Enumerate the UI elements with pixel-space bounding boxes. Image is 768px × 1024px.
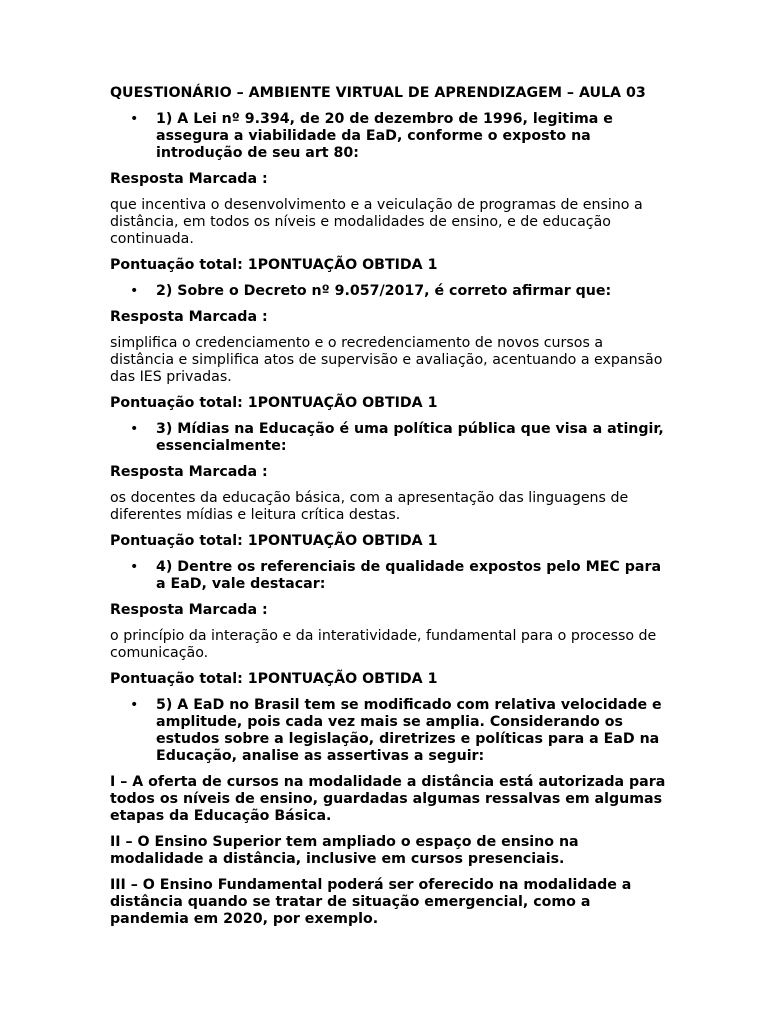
answer-text: simplifica o credenciamento e o recredenciamento de novos cursos a distância e simplifica atos de supervisão e avaliação, acentuando a expansão das IES privadas. bbox=[110, 335, 663, 385]
bullet-icon: • bbox=[130, 111, 139, 127]
question-item bbox=[110, 421, 670, 455]
question-list bbox=[110, 697, 670, 765]
assertion-text: I – A oferta de cursos na modalidade a distância está autorizada para todos os níveis de ensino, guardadas algumas ressalvas em algumas etapas da Educação Básica. bbox=[110, 774, 666, 824]
question-text: 3) Mídias na Educação é uma política pública que visa a atingir, essencialmente: bbox=[156, 421, 664, 454]
assertion-text: III – O Ensino Fundamental poderá ser oferecido na modalidade a distância quando se tratar de situação emergencial, como a pandemia em 2020, por exemplo. bbox=[110, 877, 632, 927]
answer-label: Resposta Marcada : bbox=[110, 171, 268, 187]
question-list bbox=[110, 111, 670, 162]
answer-label: Resposta Marcada : bbox=[110, 602, 268, 618]
document-page bbox=[110, 85, 670, 937]
question-list bbox=[110, 283, 670, 300]
question-text: 4) Dentre os referenciais de qualidade expostos pelo MEC para a EaD, vale destacar: bbox=[156, 559, 662, 592]
score-text: Pontuação total: 1PONTUAÇÃO OBTIDA 1 bbox=[110, 257, 438, 273]
answer-label: Resposta Marcada : bbox=[110, 464, 268, 480]
answer-text: os docentes da educação básica, com a apresentação das linguagens de diferentes mídias e leitura crítica destas. bbox=[110, 490, 629, 523]
question-text: 5) A EaD no Brasil tem se modificado com relativa velocidade e amplitude, pois cada vez mais se amplia. Considerando os estudos sobre a legislação, diretrizes e políticas para a EaD na Educação, analise as assertivas a seguir: bbox=[156, 697, 662, 764]
answer-label: Resposta Marcada : bbox=[110, 309, 268, 325]
score-text: Pontuação total: 1PONTUAÇÃO OBTIDA 1 bbox=[110, 671, 438, 687]
bullet-icon: • bbox=[130, 559, 139, 575]
score-text: Pontuação total: 1PONTUAÇÃO OBTIDA 1 bbox=[110, 395, 438, 411]
bullet-icon: • bbox=[130, 421, 139, 437]
assertion-text: II – O Ensino Superior tem ampliado o espaço de ensino na modalidade a distância, inclusive em cursos presenciais. bbox=[110, 834, 579, 867]
question-item bbox=[110, 559, 670, 593]
question-text: 1) A Lei nº 9.394, de 20 de dezembro de 1996, legitima e assegura a viabilidade da EaD, conforme o exposto na introdução de seu art 80: bbox=[156, 111, 613, 161]
document-title: QUESTIONÁRIO – AMBIENTE VIRTUAL DE APRENDIZAGEM – AULA 03 bbox=[110, 85, 646, 101]
question-list bbox=[110, 421, 670, 455]
answer-text: que incentiva o desenvolvimento e a veiculação de programas de ensino a distância, em todos os níveis e modalidades de ensino, e de educação continuada. bbox=[110, 197, 643, 247]
question-text: 2) Sobre o Decreto nº 9.057/2017, é correto afirmar que: bbox=[156, 283, 612, 299]
score-text: Pontuação total: 1PONTUAÇÃO OBTIDA 1 bbox=[110, 533, 438, 549]
answer-text: o princípio da interação e da interatividade, fundamental para o processo de comunicação. bbox=[110, 628, 657, 661]
question-item bbox=[110, 283, 670, 300]
question-item bbox=[110, 697, 670, 765]
question-item bbox=[110, 111, 670, 162]
bullet-icon: • bbox=[130, 697, 139, 713]
question-list bbox=[110, 559, 670, 593]
bullet-icon: • bbox=[130, 283, 139, 299]
